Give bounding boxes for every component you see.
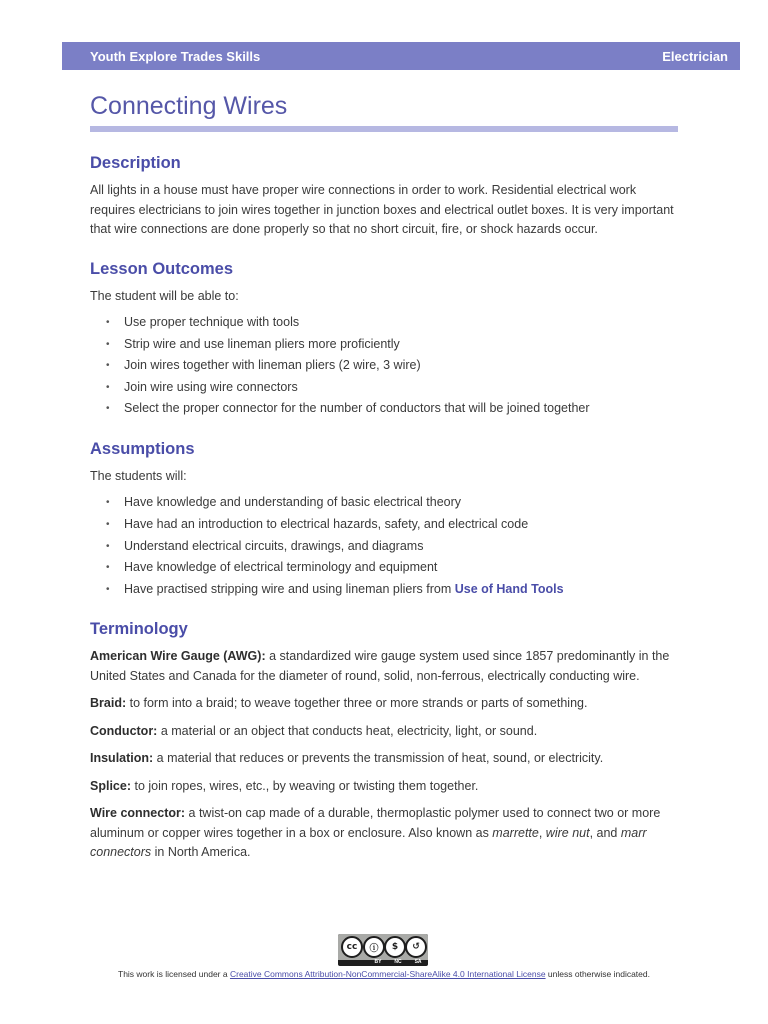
term-definition: to form into a braid; to weave together three or more strands or parts of something. (126, 696, 588, 711)
list-item: • Have knowledge of electrical terminology and equipment (106, 557, 675, 579)
assumptions-section (90, 438, 675, 600)
term-awg (90, 647, 675, 686)
list-item: • Use proper technique with tools (106, 312, 675, 334)
outcomes-intro: The student will be able to: (90, 288, 239, 303)
badge-labels (368, 959, 428, 966)
term-name: American Wire Gauge (AWG): (90, 649, 266, 664)
term-name: Insulation: (90, 751, 154, 766)
terminology-heading: Terminology (90, 620, 188, 639)
description-text: All lights in a house must have proper wire connections in order to work. Residential electrical work requires electricians to join wires together in junction boxes and electrical outlet boxes. It is very important that wire connections are done properly so that no short circuit, fire, or shock hazards occur. (90, 183, 674, 236)
assumptions-list (90, 492, 675, 600)
term-definition: a material that reduces or prevents the transmission of heat, sound, or electricity. (153, 751, 604, 766)
header-right-label: Electrician (662, 48, 728, 64)
term-definition: to join ropes, wires, etc., by weaving or twisting them together. (131, 778, 479, 793)
term-definition: a material or an object that conducts heat, electricity, light, or sound. (157, 723, 538, 738)
term-definition: a twist-on cap made of a durable, thermoplastic polymer used to connect two or more aluminum or copper wires together in a box or enclosure. Also known as (90, 806, 661, 840)
list-item: • Join wire using wire connectors (106, 377, 675, 399)
sharealike-icon: ↺ (405, 936, 427, 958)
attribution-icon: ⓘ (363, 936, 385, 958)
list-item-text: Have practised stripping wire and using lineman pliers from (124, 581, 455, 596)
outcomes-heading: Lesson Outcomes (90, 259, 234, 278)
term-name: Conductor: (90, 723, 158, 738)
badge-label-sa: SA (414, 959, 422, 965)
list-item: • Have had an introduction to electrical hazards, safety, and electrical code (106, 514, 675, 536)
list-item: • Understand electrical circuits, drawings, and diagrams (106, 536, 675, 558)
term-splice (90, 777, 675, 797)
term-insulation (90, 749, 675, 769)
term-braid (90, 694, 675, 714)
term-alias: marrette (492, 825, 539, 840)
badge-label-nc: NC (394, 959, 402, 965)
header-left-label: Youth Explore Trades Skills (90, 48, 261, 64)
assumptions-intro: The students will: (90, 468, 187, 483)
badge-label-by: BY (374, 959, 382, 965)
license-text-prefix: This work is licensed under a (118, 969, 230, 979)
cc-license-badge[interactable] (338, 934, 428, 966)
term-separator: , (538, 825, 546, 840)
list-item: • Select the proper connector for the number of conductors that will be joined together (106, 398, 675, 420)
terminology-section (90, 618, 675, 863)
license-text-suffix: unless otherwise indicated. (545, 969, 650, 979)
list-item: • Strip wire and use lineman pliers more proficiently (106, 334, 675, 356)
term-name: Splice: (90, 778, 131, 793)
list-item: • Have knowledge and understanding of basic electrical theory (106, 492, 675, 514)
outcomes-list (90, 312, 675, 420)
term-alias: marr connectors (90, 825, 647, 860)
description-heading: Description (90, 154, 181, 172)
term-name: Braid: (90, 696, 127, 711)
page-title: Connecting Wires (90, 92, 288, 120)
header-bar (62, 42, 740, 70)
use-of-hand-tools-link[interactable]: Use of Hand Tools (454, 581, 564, 596)
term-name: Wire connector: (90, 806, 186, 821)
noncommercial-icon: $ (384, 936, 406, 958)
description-section (90, 152, 675, 240)
term-separator: , and (589, 825, 621, 840)
list-item (106, 579, 675, 601)
list-item: • Join wires together with lineman pliers (2 wire, 3 wire) (106, 355, 675, 377)
term-conductor (90, 722, 675, 742)
term-alias: wire nut (545, 825, 590, 840)
title-rule (90, 126, 678, 132)
content (90, 152, 675, 881)
term-definition: in North America. (151, 845, 251, 860)
term-definition: a standardized wire gauge system used since 1857 predominantly in the United States and Canada for the diameter of round, solid, non-ferrous, electrically conducting wire. (90, 649, 670, 683)
license-footer (0, 969, 768, 979)
license-link[interactable]: Creative Commons Attribution-NonCommercial-ShareAlike 4.0 International License (229, 969, 546, 979)
assumptions-heading: Assumptions (90, 439, 195, 458)
term-wire-connector (90, 804, 675, 863)
outcomes-section (90, 258, 675, 420)
cc-icon: cc (341, 936, 363, 958)
